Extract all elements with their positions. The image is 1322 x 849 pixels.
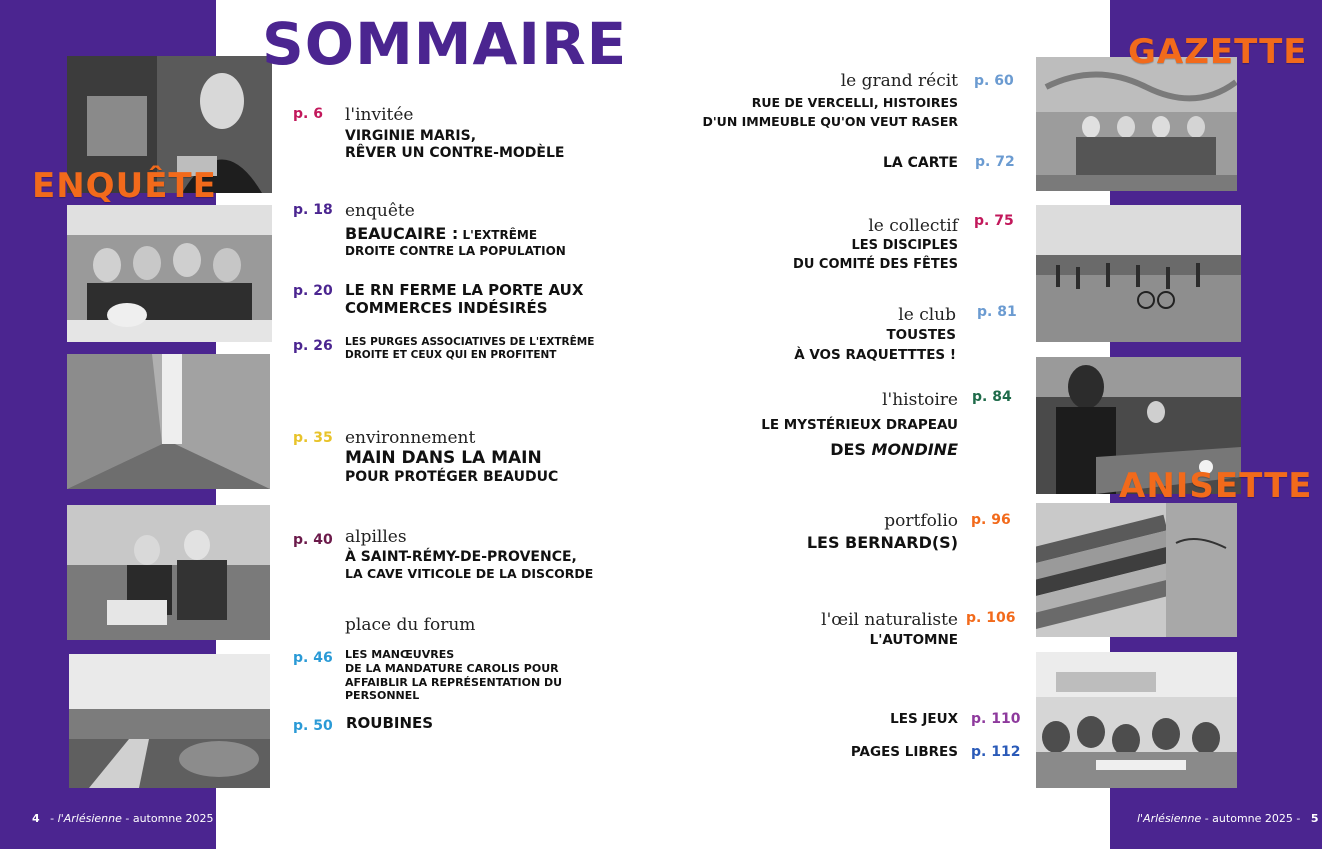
entry-headline: LE RN FERME LA PORTE AUX COMMERCES INDÉSIRÉS xyxy=(345,281,584,318)
page-number: p. 20 xyxy=(293,283,333,299)
page-number: p. 50 xyxy=(293,718,333,734)
page-number: p. 46 xyxy=(293,650,333,666)
entry-headline: VIRGINIE MARIS, RÊVER UN CONTRE-MODÈLE xyxy=(345,128,565,162)
entry-headline: À SAINT-RÉMY-DE-PROVENCE, LA CAVE VITICOLE DE LA DISCORDE xyxy=(345,549,594,582)
page-number: p. 72 xyxy=(975,154,1015,170)
entry-headline: ROUBINES xyxy=(346,714,434,732)
category-label: enquête xyxy=(345,201,415,221)
toc-entry[interactable] xyxy=(650,155,958,175)
photo-community-meal xyxy=(1036,652,1237,788)
page-number: p. 112 xyxy=(971,744,1021,760)
page-number: p. 18 xyxy=(293,202,333,218)
category-label: l'invitée xyxy=(345,105,414,125)
entry-headline: LES MANŒUVRES DE LA MANDATURE CAROLIS POUR AFFAIBLIR LA REPRÉSENTATION DU PERSONNEL xyxy=(345,648,563,703)
toc-entry[interactable] xyxy=(650,510,958,556)
category-label: place du forum xyxy=(345,615,476,635)
section-label-enquete: ENQUÊTE xyxy=(32,166,217,206)
footer-page-number: 5 xyxy=(1310,812,1319,825)
category-label: portfolio xyxy=(884,511,958,531)
category-label: le collectif xyxy=(868,216,958,236)
page-number: p. 81 xyxy=(977,304,1017,320)
photo-boat xyxy=(67,505,270,640)
toc-entry[interactable] xyxy=(650,744,958,764)
page-number: p. 75 xyxy=(974,213,1014,229)
entry-headline: RUE DE VERCELLI, HISTOIRES D'UN IMMEUBLE QU'ON VEUT RASER xyxy=(702,95,958,129)
entry-headline: LES JEUX xyxy=(890,711,958,727)
page-number: p. 96 xyxy=(971,512,1011,528)
page-number: p. 26 xyxy=(293,338,333,354)
entry-headline: LES BERNARD(S) xyxy=(806,533,958,552)
photo-garden xyxy=(69,654,270,788)
section-label-anisette: ANISETTE xyxy=(1119,466,1313,506)
entry-headline: LE MYSTÉRIEUX DRAPEAU DES MONDINE xyxy=(761,417,958,459)
entry-headline: LES DISCIPLES DU COMITÉ DES FÊTES xyxy=(793,238,958,272)
page-number: p. 84 xyxy=(972,389,1012,405)
entry-headline: BEAUCAIRE : L'EXTRÊME DROITE CONTRE LA POPULATION xyxy=(345,224,566,258)
footer-page-number: 4 xyxy=(32,812,40,825)
toc-entry[interactable] xyxy=(650,215,958,277)
photo-beaucaire-market xyxy=(67,205,272,342)
page-number: p. 40 xyxy=(293,532,333,548)
category-label: le club xyxy=(898,305,956,325)
toc-entry[interactable] xyxy=(650,389,958,459)
entry-headline: L'AUTOMNE xyxy=(869,632,958,648)
entry-headline: TOUSTES À VOS RAQUETTTES ! xyxy=(794,327,956,363)
footer-left: 4 - l'Arlésienne - automne 2025 xyxy=(32,812,214,825)
page-number: p. 60 xyxy=(974,73,1014,89)
page-number: p. 6 xyxy=(293,106,323,122)
page-title: SOMMAIRE xyxy=(262,10,628,78)
toc-entry[interactable] xyxy=(650,609,958,651)
entry-headline: MAIN DANS LA MAIN POUR PROTÉGER BEAUDUC xyxy=(345,448,559,485)
category-label: l'œil naturaliste xyxy=(821,610,958,630)
entry-headline: LA CARTE xyxy=(882,155,958,171)
page-number: p. 110 xyxy=(971,711,1021,727)
section-label-gazette: GAZETTE xyxy=(1128,32,1308,72)
toc-entry[interactable] xyxy=(650,304,956,366)
page-number: p. 106 xyxy=(966,610,1016,626)
photo-flags xyxy=(1036,503,1237,637)
toc-entry[interactable] xyxy=(650,70,958,132)
photo-residents-bench xyxy=(1036,57,1237,191)
category-label: l'histoire xyxy=(882,390,958,410)
category-label: environnement xyxy=(345,428,476,448)
photo-street xyxy=(67,354,270,489)
category-label: le grand récit xyxy=(840,71,958,91)
entry-headline: PAGES LIBRES xyxy=(850,744,958,760)
page-number: p. 35 xyxy=(293,430,333,446)
toc-entry[interactable] xyxy=(650,711,958,731)
footer-right: l'Arlésienne - automne 2025 - 5 xyxy=(1137,812,1319,825)
category-label: alpilles xyxy=(345,527,407,547)
entry-headline: LES PURGES ASSOCIATIVES DE L'EXTRÊME DROITE ET CEUX QUI EN PROFITENT xyxy=(345,336,595,361)
photo-festival-field xyxy=(1036,205,1241,342)
